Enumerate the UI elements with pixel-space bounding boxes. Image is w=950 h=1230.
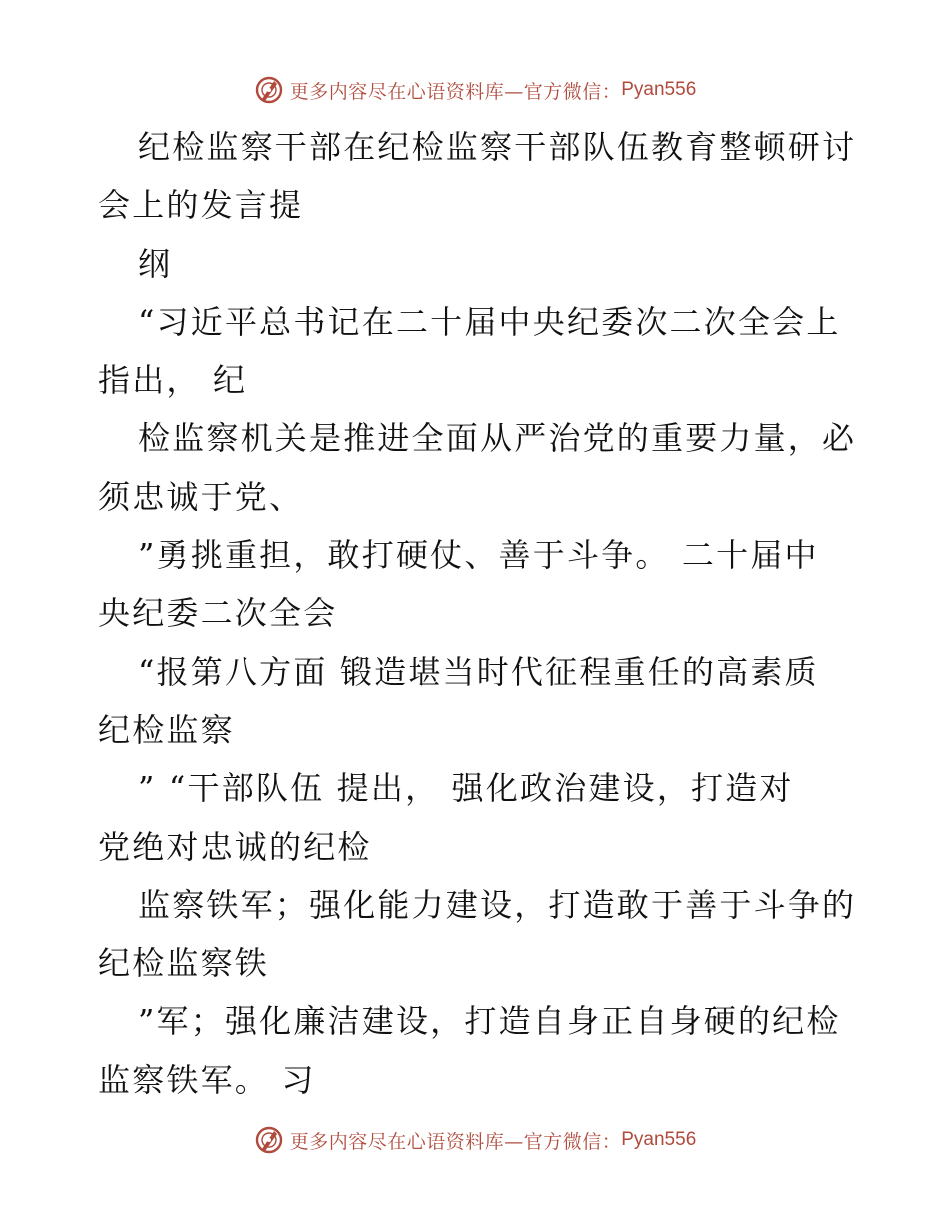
text-line: 监察铁军；强化能力建设，打造敢于善于斗争的 — [138, 885, 857, 924]
footer-banner — [0, 1120, 950, 1160]
text-line: ” “干部队伍 提出， 强化政治建设，打造对 — [138, 769, 794, 808]
text-line: 央纪委二次全会 — [98, 594, 338, 633]
header-banner — [0, 70, 950, 110]
header-banner-text: 更多内容尽在心语资料库—官方微信： — [289, 80, 622, 103]
text-line: “习近平总书记在二十届中央纪委次二次全会上 — [138, 302, 841, 341]
text-line: 会上的发言提 — [98, 186, 304, 225]
text-line: ”军；强化廉洁建设，打造自身正自身硬的纪检 — [138, 1002, 841, 1041]
pen-nib-logo-icon — [254, 75, 284, 105]
footer-banner-text: 更多内容尽在心语资料库—官方微信： — [289, 1130, 622, 1153]
text-line: 纪检监察铁 — [98, 944, 270, 983]
text-line: 检监察机关是推进全面从严治党的重要力量，必 — [138, 419, 857, 458]
text-line: 须忠诚于党、 — [98, 477, 304, 516]
text-line: ”勇挑重担，敢打硬仗、善于斗争。 二十届中 — [138, 536, 819, 575]
text-line: 党绝对忠诚的纪检 — [98, 827, 372, 866]
text-line: 纪检监察 — [98, 710, 235, 749]
text-line: 纲 — [138, 244, 173, 283]
text-line: 指出， 纪 — [98, 361, 248, 400]
pen-nib-logo-icon — [254, 1125, 284, 1155]
document-body — [98, 118, 858, 1109]
header-banner-wechat-id: Pyan556 — [621, 79, 697, 100]
text-line: 监察铁军。 习 — [98, 1060, 316, 1099]
text-line: “报第八方面 锻造堪当时代征程重任的高素质 — [138, 652, 819, 691]
text-line: 纪检监察干部在纪检监察干部队伍教育整顿研讨 — [138, 128, 857, 166]
footer-banner-wechat-id: Pyan556 — [621, 1129, 697, 1150]
